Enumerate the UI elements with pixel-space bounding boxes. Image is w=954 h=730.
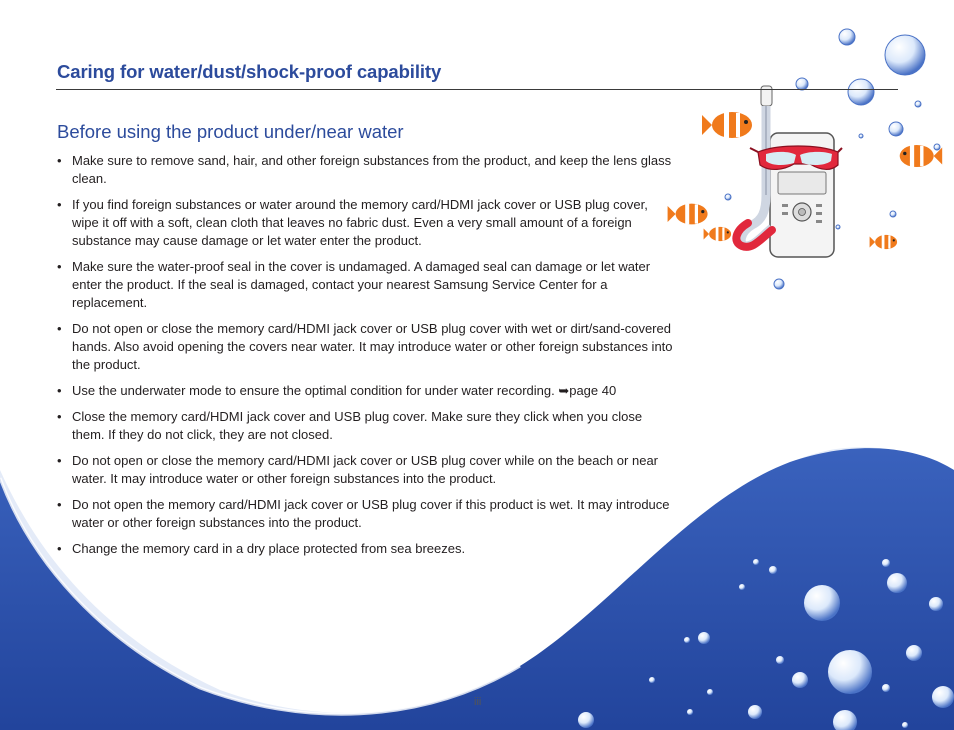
list-item: • Do not open the memory card/HDMI jack cover or USB plug cover if this product is wet. It may introduce water or other foreign substances into the product. — [57, 496, 677, 532]
page-number: iii — [474, 696, 482, 708]
list-item: • Do not open or close the memory card/HDMI jack cover or USB plug cover with wet or dirt/sand-covered hands. Also avoid opening the covers near water. It may introduce water or other foreign substances into the product. — [57, 320, 677, 374]
subsection-title: Before using the product under/near water — [57, 121, 404, 142]
section-title: Caring for water/dust/shock-proof capability — [57, 61, 442, 82]
list-item: • If you find foreign substances or water around the memory card/HDMI jack cover or USB plug cover, wipe it off with a soft, clean cloth that leaves no fabric dust. Even a very small amount of a foreign substance may cause damage or let water enter the product. — [57, 196, 677, 250]
list-item: • Make sure the water-proof seal in the cover is undamaged. A damaged seal can damage or let water enter the product. If the seal is damaged, contact your nearest Samsung Service Center for a replacement. — [57, 258, 677, 312]
list-item: • Do not open or close the memory card/HDMI jack cover or USB plug cover while on the beach or near water. It may introduce water or other foreign substances into the product. — [57, 452, 677, 488]
title-divider — [56, 89, 898, 90]
list-item: • Make sure to remove sand, hair, and other foreign substances from the product, and keep the lens glass clean. — [57, 152, 677, 188]
list-item: • Close the memory card/HDMI jack cover and USB plug cover. Make sure they click when you close them. If they do not click, they are not closed. — [57, 408, 677, 444]
list-item: • Use the underwater mode to ensure the optimal condition for under water recording. ➥page 40 — [57, 382, 677, 400]
list-item: • Change the memory card in a dry place protected from sea breezes. — [57, 540, 677, 558]
precautions-list — [57, 152, 677, 558]
